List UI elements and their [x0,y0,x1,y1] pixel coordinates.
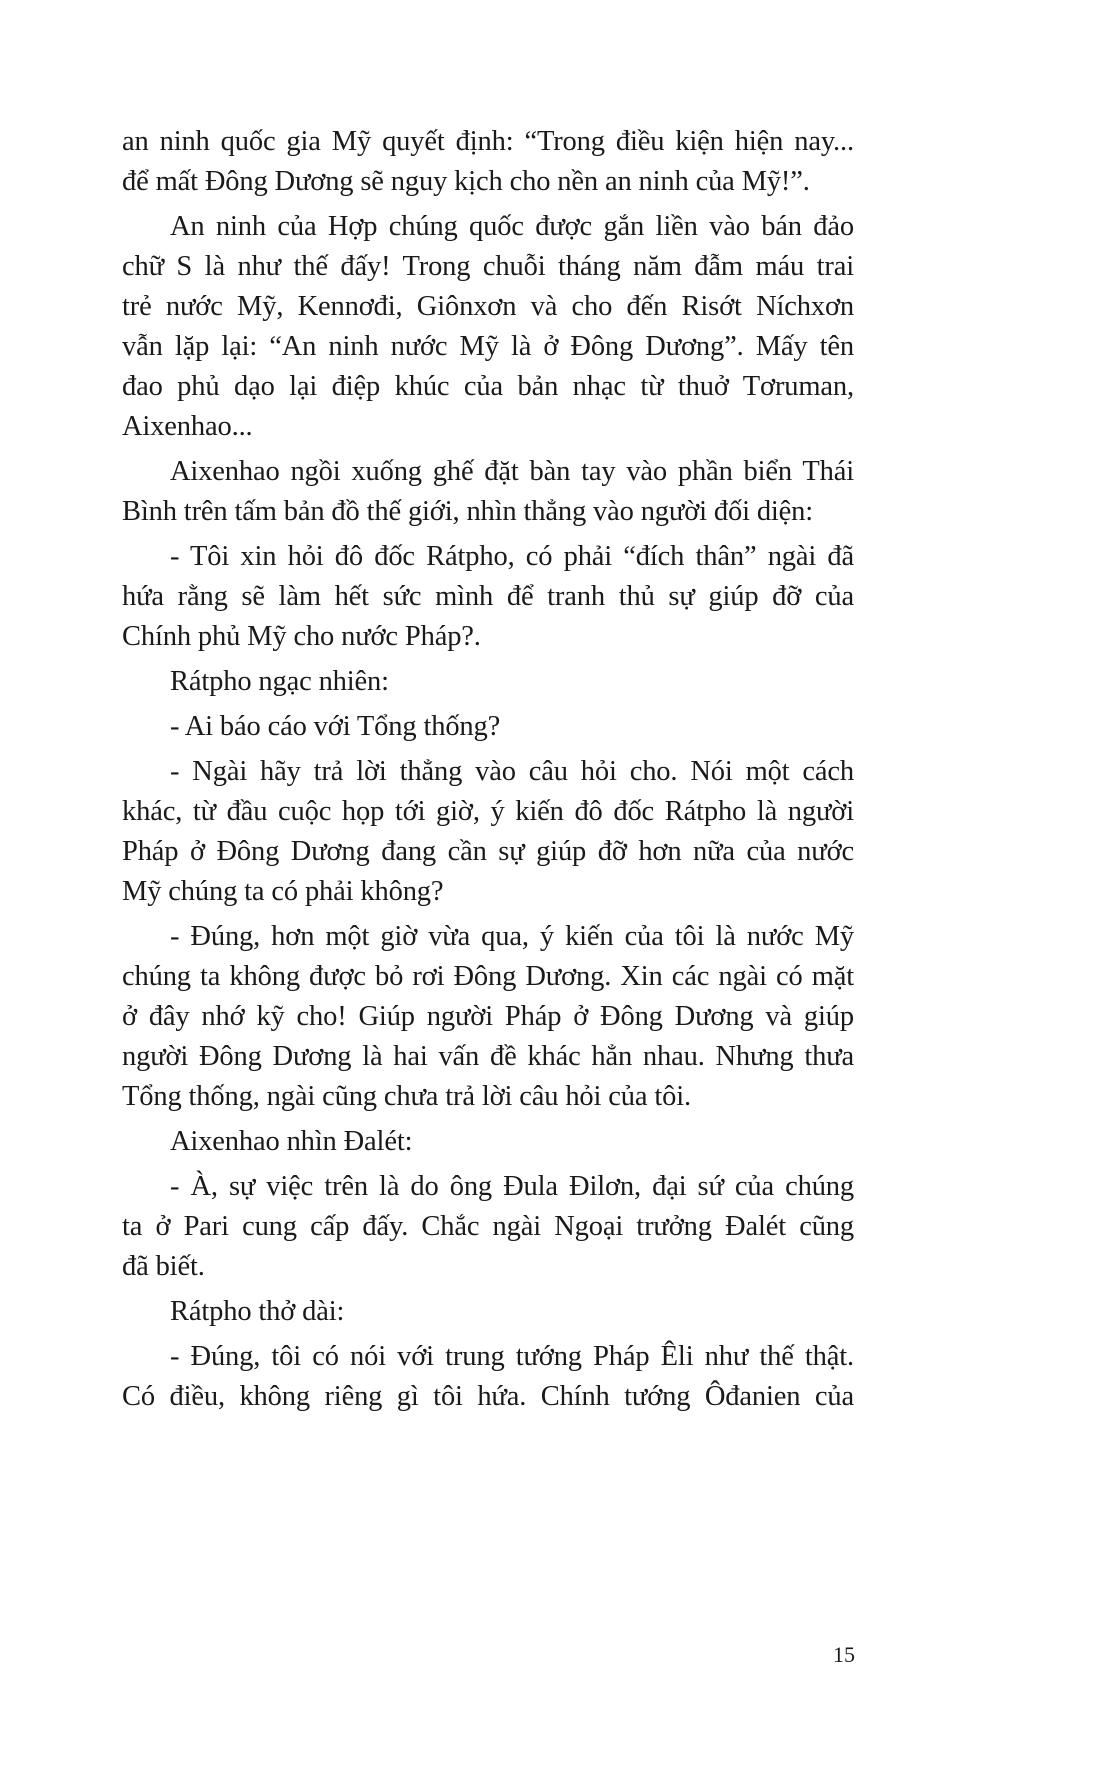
text-line: Bình trên tấm bản đồ thế giới, nhìn thẳng vào người đối diện: [122,496,814,527]
text-line: An ninh của Hợp chúng quốc được gắn liền vào bán đảo [170,211,854,242]
paragraph [122,1167,854,1287]
page-number: 15 [833,1642,855,1667]
text-line: đao phủ dạo lại điệp khúc của bản nhạc từ thuở Tơruman, [122,371,854,402]
book-page-body [122,122,854,1422]
text-line: trẻ nước Mỹ, Kennơđi, Giônxơn và cho đến Risớt Níchxơn [122,291,854,322]
text-line: Tổng thống, ngài cũng chưa trả lời câu hỏi của tôi. [122,1081,691,1112]
text-line: ta ở Pari cung cấp đấy. Chắc ngài Ngoại trưởng Đalét cũng [122,1211,854,1242]
paragraph [122,122,854,202]
text-line: người Đông Dương là hai vấn đề khác hẳn nhau. Nhưng thưa [122,1041,854,1072]
text-line: Aixenhao ngồi xuống ghế đặt bàn tay vào phần biển Thái [170,456,854,487]
paragraph [122,1337,854,1417]
paragraph [122,452,854,532]
text-line: an ninh quốc gia Mỹ quyết định: “Trong điều kiện hiện nay... [122,126,854,157]
text-line: chữ S là như thế đấy! Trong chuỗi tháng năm đẫm máu trai [122,251,854,282]
text-line: Rátpho ngạc nhiên: [170,666,389,697]
text-line: - À, sự việc trên là do ông Đula Đilơn, đại sứ của chúng [170,1171,854,1202]
text-line: Aixenhao nhìn Đalét: [170,1126,413,1157]
text-line: Chính phủ Mỹ cho nước Pháp?. [122,621,481,652]
text-line: - Đúng, tôi có nói với trung tướng Pháp Êli như thế thật. [170,1341,854,1372]
paragraph [122,662,854,702]
text-line: Mỹ chúng ta có phải không? [122,876,444,907]
text-line: Aixenhao... [122,411,253,442]
text-line: khác, từ đầu cuộc họp tới giờ, ý kiến đô đốc Rátpho là người [122,796,854,827]
text-line: - Đúng, hơn một giờ vừa qua, ý kiến của tôi là nước Mỹ [170,921,854,952]
paragraph [122,1122,854,1162]
text-line: ở đây nhớ kỹ cho! Giúp người Pháp ở Đông Dương và giúp [122,1001,854,1032]
text-line: hứa rằng sẽ làm hết sức mình để tranh thủ sự giúp đỡ của [122,581,854,612]
paragraph [122,537,854,657]
paragraph [122,207,854,447]
paragraph [122,752,854,912]
text-line: - Ai báo cáo với Tổng thống? [170,711,501,742]
paragraph [122,707,854,747]
paragraph [122,917,854,1117]
text-line: - Ngài hãy trả lời thẳng vào câu hỏi cho. Nói một cách [170,756,854,787]
text-line: vẫn lặp lại: “An ninh nước Mỹ là ở Đông Dương”. Mấy tên [122,331,854,362]
text-line: Có điều, không riêng gì tôi hứa. Chính tướng Ôđanien của [122,1381,854,1412]
text-line: đã biết. [122,1251,205,1282]
text-line: Rátpho thở dài: [170,1296,345,1327]
paragraph [122,1292,854,1332]
text-line: chúng ta không được bỏ rơi Đông Dương. Xin các ngài có mặt [122,961,854,992]
text-line: để mất Đông Dương sẽ nguy kịch cho nền an ninh của Mỹ!”. [122,166,810,197]
text-line: - Tôi xin hỏi đô đốc Rátpho, có phải “đích thân” ngài đã [170,541,854,572]
text-line: Pháp ở Đông Dương đang cần sự giúp đỡ hơn nữa của nước [122,836,854,867]
